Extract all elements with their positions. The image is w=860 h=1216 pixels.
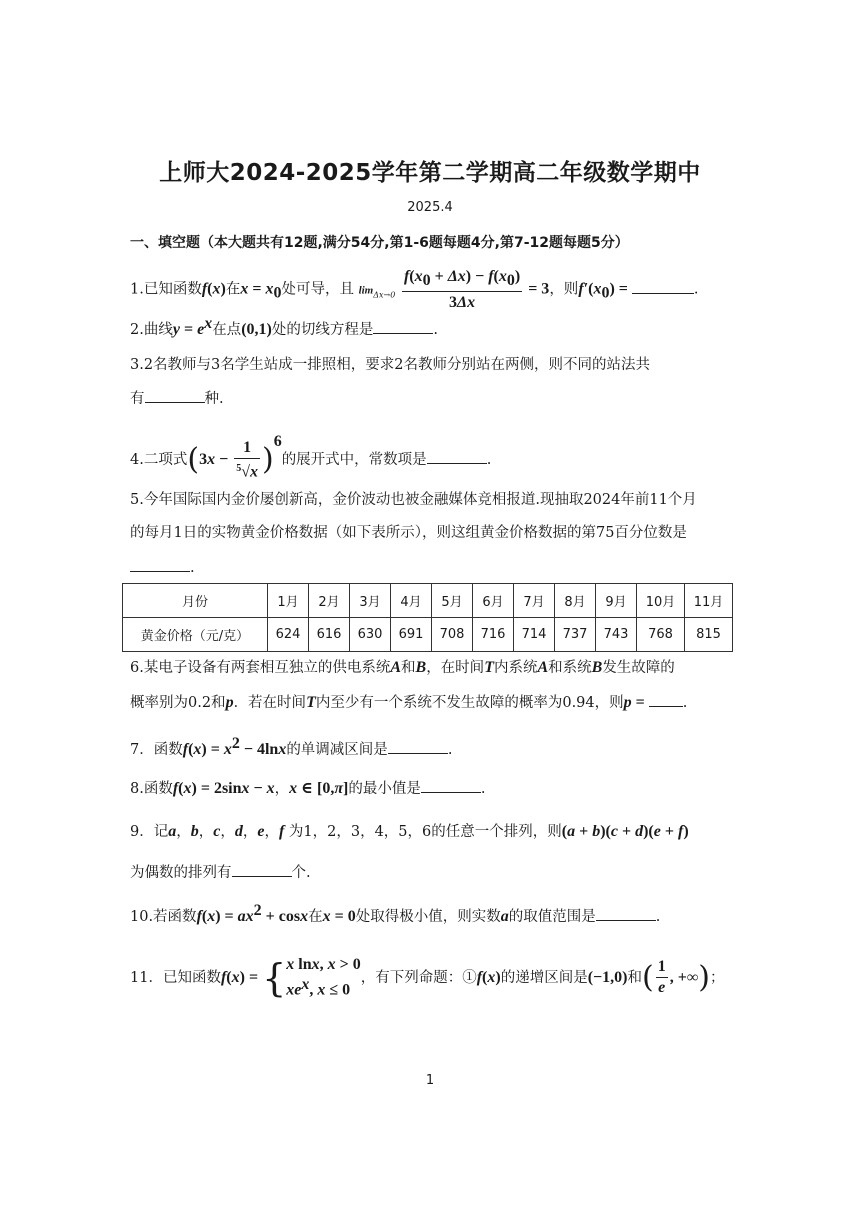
- page-title: 上师大2024-2025学年第二学期高二年级数学期中: [159, 160, 701, 186]
- exam-date: 2025.4: [407, 200, 453, 215]
- question-2: 2.曲线$y = e^x$在点(0,1)处的切线方程是 .: [130, 315, 438, 338]
- price-cell: 737: [555, 618, 596, 652]
- month-cell: 7月: [514, 584, 555, 618]
- month-header-cell: 月份: [123, 584, 268, 618]
- month-cell: 10月: [637, 584, 685, 618]
- question-6-line-2: 概率别为0.2和p．若在时间T内至少有一个系统不发生故障的概率为0.94，则p = .: [130, 694, 688, 711]
- question-3-line-1: 3.2名教师与3名学生站成一排照相，要求2名教师分别站在两侧，则不同的站法共: [130, 357, 651, 373]
- question-5-line-1: 5.今年国际国内金价屡创新高，金价波动也被金融媒体竞相报道.现抽取2024年前11个月: [130, 492, 697, 508]
- month-cell: 2月: [309, 584, 350, 618]
- month-cell: 1月: [268, 584, 309, 618]
- question-9-line-1: 9．记a，b，c，d，e，f 为1，2，3，4，5，6的任意一个排列，则(a + b)(c + d)(e + f): [130, 823, 689, 840]
- page-number: 1: [425, 1073, 435, 1088]
- section-heading: 一、填空题（本大题共有12题,满分54分,第1-6题每题4分,第7-12题每题5分）: [130, 235, 629, 251]
- month-cell: 9月: [596, 584, 637, 618]
- question-9-line-2: 为偶数的排列有 个.: [130, 862, 311, 883]
- month-cell: 11月: [685, 584, 733, 618]
- price-cell: 708: [432, 618, 473, 652]
- question-11: 11．已知函数f(x) = { x lnx, x > 0 $xe^x$, x ≤ 0 ，有下列命题：①f(x)的递增区间是(−1,0)和( $\frac{1}{e}$ , +∞)；: [130, 955, 725, 1000]
- table-row-prices: [123, 618, 733, 652]
- price-cell: 743: [596, 618, 637, 652]
- month-cell: 3月: [350, 584, 391, 618]
- price-cell: 714: [514, 618, 555, 652]
- question-5-line-3: .: [130, 557, 195, 578]
- question-6-line-1: 6.某电子设备有两套相互独立的供电系统A和B，在时间T内系统A和系统B发生故障的: [130, 659, 675, 676]
- price-cell: 616: [309, 618, 350, 652]
- question-8: 8.函数f(x) = 2sinx − x，x ∈ [0,π]的最小值是 .: [130, 780, 486, 797]
- month-cell: 8月: [555, 584, 596, 618]
- month-cell: 6月: [473, 584, 514, 618]
- price-cell: 630: [350, 618, 391, 652]
- question-10: 10.若函数$f(x) = ax^2 + \cos x$在x = 0处取得极小值，则实数a的取值范围是 .: [130, 902, 661, 925]
- question-7: 7．函数$f(x) = x^2 - 4\ln x$的单调减区间是 .: [130, 735, 453, 758]
- price-cell: 716: [473, 618, 514, 652]
- question-3-line-2: 有 种.: [130, 388, 224, 409]
- price-cell: 815: [685, 618, 733, 652]
- question-4: 4.二项式(3x − $\frac{1}{^5√x}$ )$^6$的展开式中，常数项是 .: [130, 433, 492, 481]
- price-cell: 691: [391, 618, 432, 652]
- question-1: 1.已知函数f(x)在$x = x_0$处可导，且 $\lim_{\Delta x\to 0}$ $\frac{f(x_0 + \Delta x) - f(x_0)}{3\Delta x}$ = 3，则$f'(x_0)$ = .: [130, 268, 699, 311]
- price-cell: 624: [268, 618, 309, 652]
- price-cell: 768: [637, 618, 685, 652]
- month-cell: 4月: [391, 584, 432, 618]
- price-header-cell: 黄金价格（元/克）: [123, 618, 268, 652]
- question-5-line-2: 的每月1日的实物黄金价格数据（如下表所示），则这组黄金价格数据的第75百分位数是: [130, 525, 687, 541]
- month-cell: 5月: [432, 584, 473, 618]
- table-row-months: [123, 584, 733, 618]
- gold-price-table: [122, 583, 733, 652]
